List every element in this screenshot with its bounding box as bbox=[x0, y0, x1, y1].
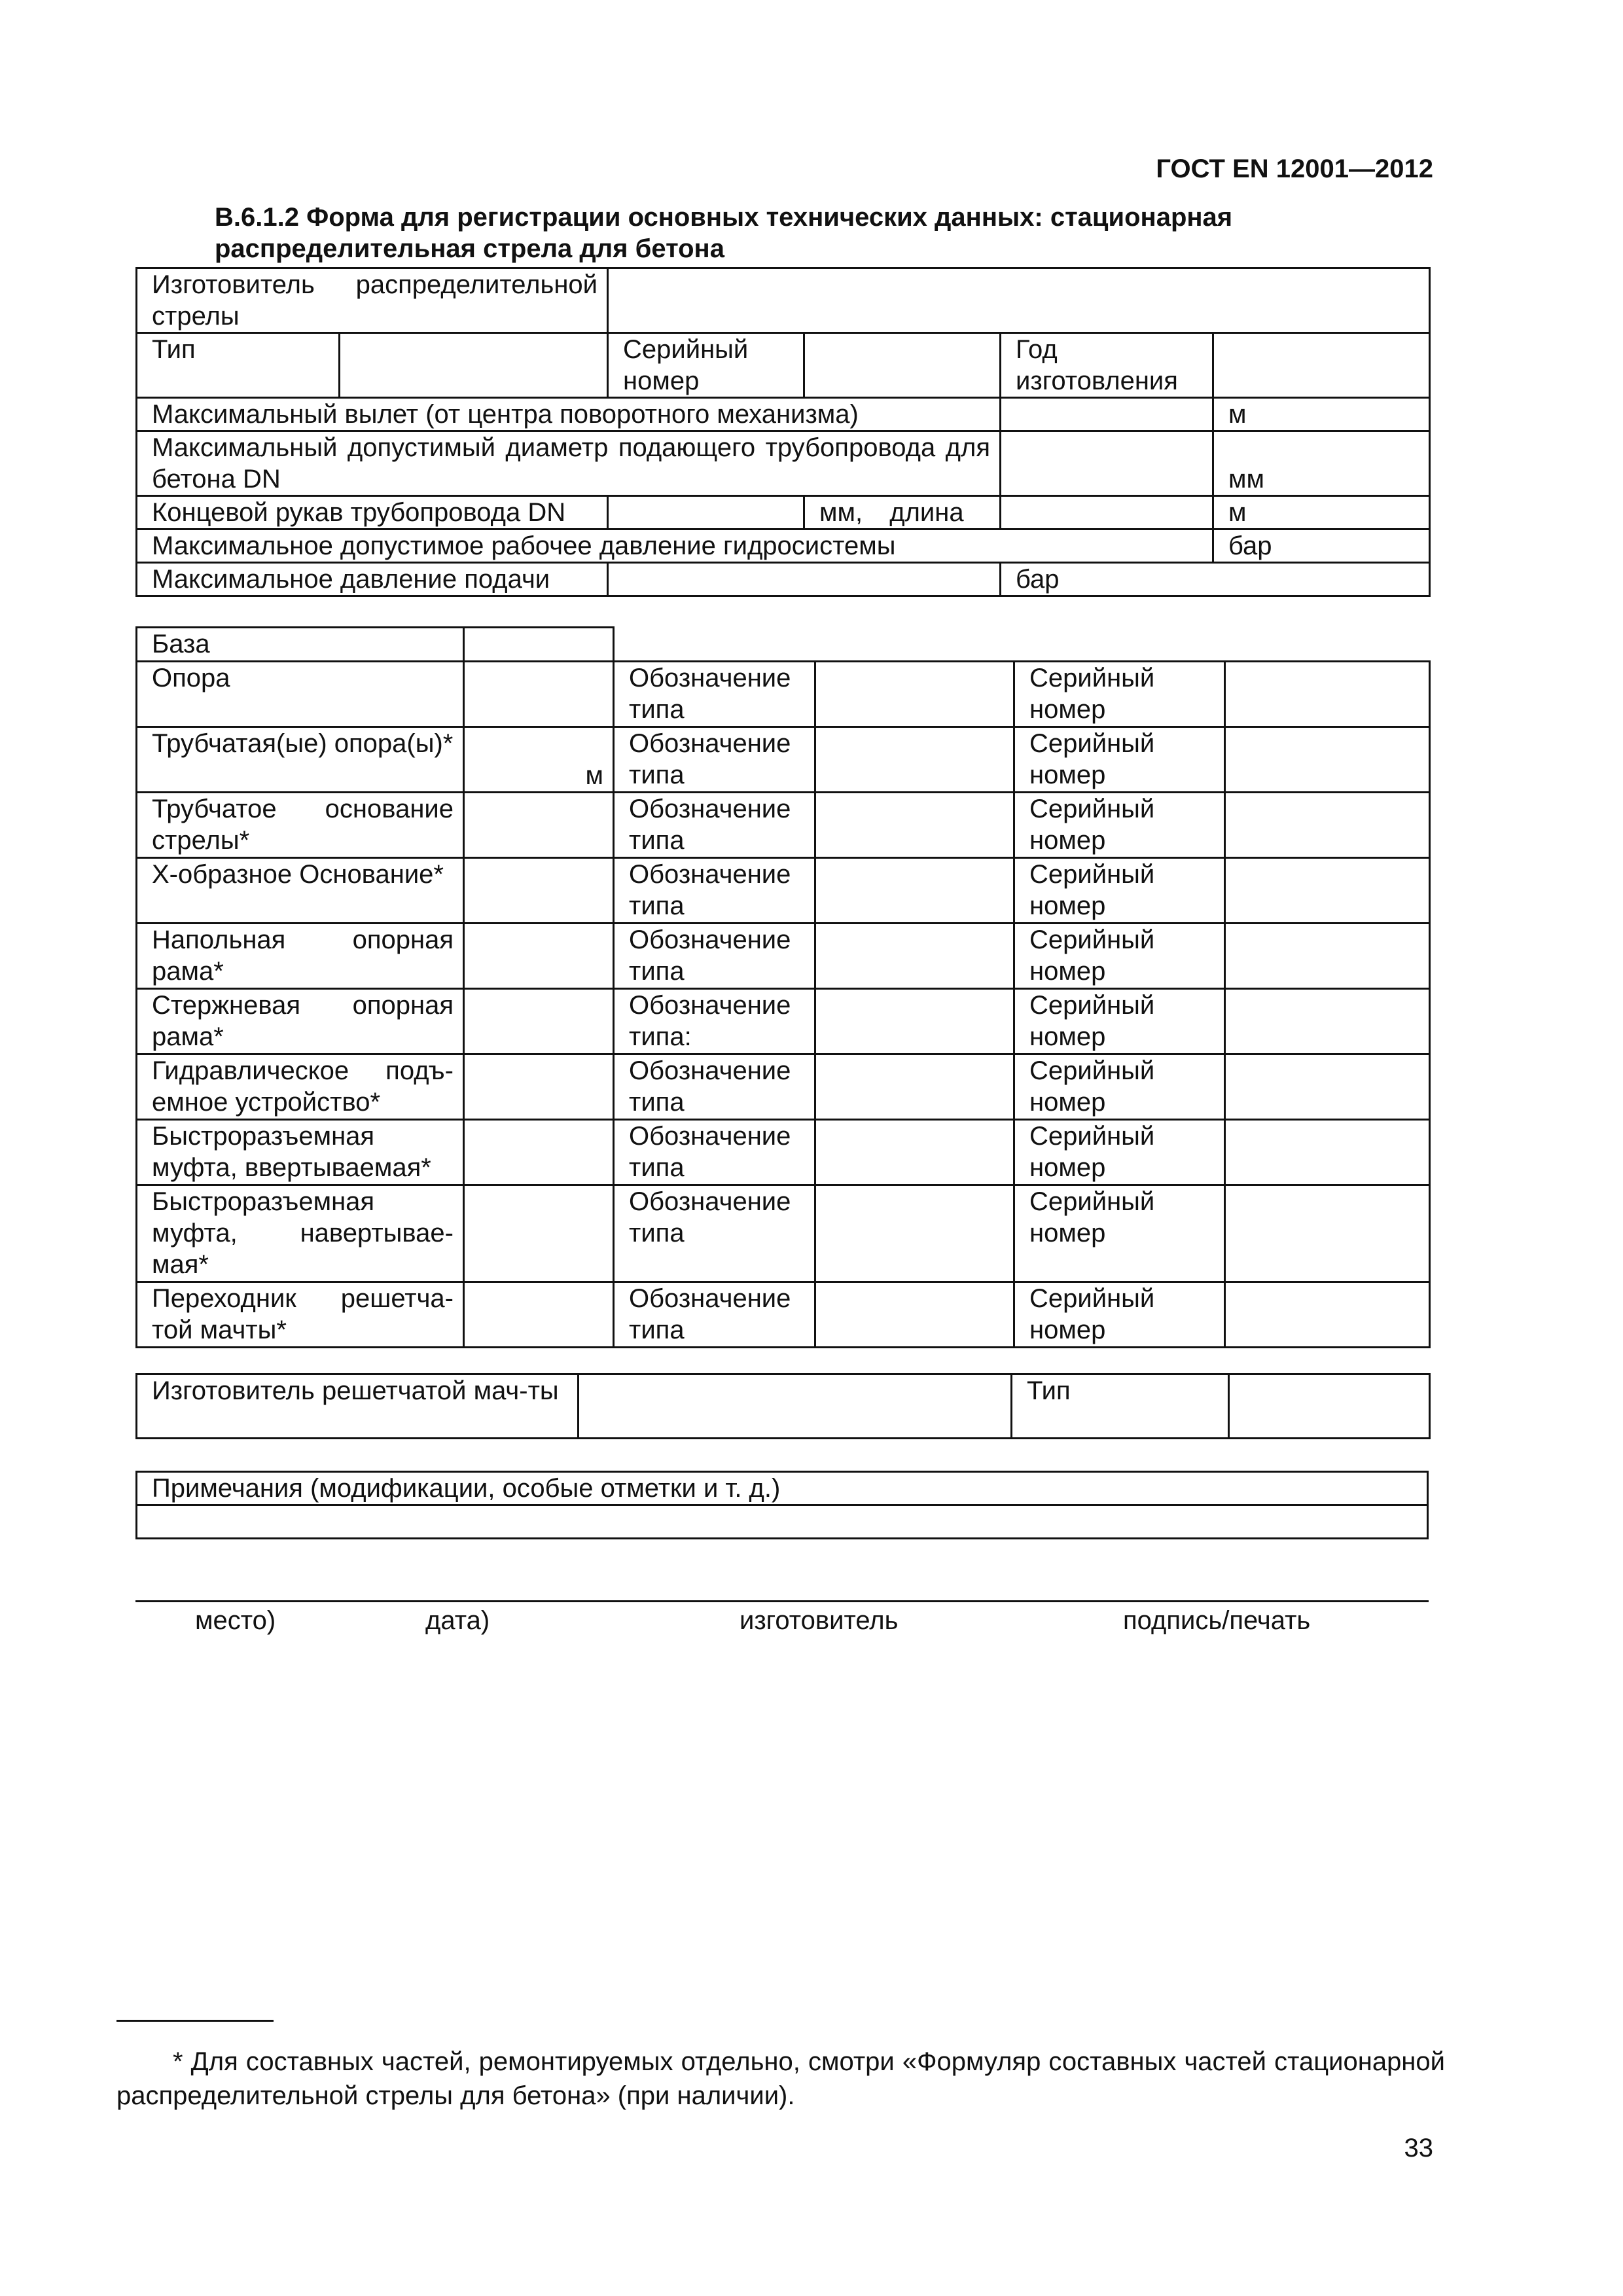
base-row-label: Гидравлическое подъ-емное устройство* bbox=[137, 1054, 464, 1120]
max-feed-pressure-field[interactable] bbox=[608, 563, 1001, 596]
max-diameter-label: Максимальный допустимый диаметр подающего трубопровода для бетона DN bbox=[137, 431, 1001, 496]
base-row-serial-label: Серийный номер bbox=[1014, 662, 1225, 727]
base-row-type-label: Обозначение типа: bbox=[614, 989, 815, 1054]
manufacturer-label: Изготовитель распределительной стрелы bbox=[137, 268, 608, 333]
form-title: В.6.1.2 Форма для регистрации основных технических данных: стационарная распределительная стрела для бетона bbox=[215, 203, 1233, 263]
max-diameter-field[interactable] bbox=[1001, 431, 1213, 496]
base-row-serial-field[interactable] bbox=[1225, 1120, 1430, 1185]
base-row-extra-field[interactable]: м bbox=[464, 727, 614, 793]
base-row-type-field[interactable] bbox=[815, 1282, 1014, 1348]
end-hose-length-label: мм, длина bbox=[804, 496, 1001, 529]
base-row-type-label: Обозначение типа bbox=[614, 662, 815, 727]
base-row-serial-field[interactable] bbox=[1225, 793, 1430, 858]
base-row bbox=[137, 1054, 1430, 1120]
base-row bbox=[137, 727, 1430, 793]
base-row-type-label: Обозначение типа bbox=[614, 727, 815, 793]
base-row-extra-field[interactable] bbox=[464, 793, 614, 858]
signature-line bbox=[135, 1600, 1429, 1602]
max-feed-pressure-unit: бар bbox=[1001, 563, 1430, 596]
base-field[interactable] bbox=[464, 628, 614, 662]
manufacturer-field[interactable] bbox=[608, 268, 1430, 333]
mast-manufacturer-field[interactable] bbox=[579, 1374, 1012, 1439]
base-row-type-label: Обозначение типа bbox=[614, 1282, 815, 1348]
notes-table bbox=[135, 1471, 1429, 1539]
base-row bbox=[137, 989, 1430, 1054]
signature-maker: изготовитель bbox=[740, 1606, 899, 1635]
year-field[interactable] bbox=[1213, 333, 1430, 398]
year-label: Год изготовления bbox=[1001, 333, 1213, 398]
base-row-serial-field[interactable] bbox=[1225, 1282, 1430, 1348]
base-row-extra-field[interactable] bbox=[464, 989, 614, 1054]
type-field[interactable] bbox=[340, 333, 608, 398]
base-row-extra-field[interactable] bbox=[464, 858, 614, 924]
notes-label: Примечания (модификации, особые отметки и т. д.) bbox=[137, 1472, 1428, 1505]
base-row bbox=[137, 924, 1430, 989]
base-row-type-label: Обозначение типа bbox=[614, 1185, 815, 1282]
signature-date: дата) bbox=[425, 1606, 490, 1635]
base-row-serial-field[interactable] bbox=[1225, 858, 1430, 924]
base-row bbox=[137, 1120, 1430, 1185]
base-row-extra-field[interactable] bbox=[464, 1282, 614, 1348]
base-row-type-label: Обозначение типа bbox=[614, 858, 815, 924]
serial-label: Серийный номер bbox=[608, 333, 804, 398]
base-row bbox=[137, 1185, 1430, 1282]
signature-sign: подпись/печать bbox=[1123, 1606, 1311, 1635]
mast-type-field[interactable] bbox=[1229, 1374, 1430, 1439]
base-row-extra-field[interactable] bbox=[464, 662, 614, 727]
standard-code: ГОСТ EN 12001—2012 bbox=[1156, 154, 1433, 183]
max-hyd-pressure-unit: бар bbox=[1213, 529, 1430, 563]
base-row-type-field[interactable] bbox=[815, 1054, 1014, 1120]
base-row-label: Быстроразъемная муфта, ввертываемая* bbox=[137, 1120, 464, 1185]
base-row-label: Опора bbox=[137, 662, 464, 727]
max-diameter-unit: мм bbox=[1213, 431, 1430, 496]
base-row-serial-field[interactable] bbox=[1225, 924, 1430, 989]
base-row-serial-label: Серийный номер bbox=[1014, 1120, 1225, 1185]
base-row-type-label: Обозначение типа bbox=[614, 924, 815, 989]
base-row bbox=[137, 1282, 1430, 1348]
base-row bbox=[137, 858, 1430, 924]
base-row-serial-field[interactable] bbox=[1225, 1054, 1430, 1120]
mast-table bbox=[135, 1373, 1431, 1439]
notes-field[interactable] bbox=[137, 1505, 1428, 1539]
base-row-serial-label: Серийный номер bbox=[1014, 858, 1225, 924]
base-row-extra-field[interactable] bbox=[464, 924, 614, 989]
base-row-serial-label: Серийный номер bbox=[1014, 989, 1225, 1054]
mast-manufacturer-label: Изготовитель решетчатой мач-ты bbox=[137, 1374, 579, 1439]
base-row-type-field[interactable] bbox=[815, 662, 1014, 727]
base-row-serial-label: Серийный номер bbox=[1014, 1185, 1225, 1282]
max-feed-pressure-label: Максимальное давление подачи bbox=[137, 563, 608, 596]
max-reach-field[interactable] bbox=[1001, 398, 1213, 431]
base-row-type-label: Обозначение типа bbox=[614, 1120, 815, 1185]
base-row-label: Стержневая опорная рама* bbox=[137, 989, 464, 1054]
max-reach-unit: м bbox=[1213, 398, 1430, 431]
base-row-serial-label: Серийный номер bbox=[1014, 1282, 1225, 1348]
base-row bbox=[137, 662, 1430, 727]
base-row-serial-field[interactable] bbox=[1225, 727, 1430, 793]
base-row-extra-field[interactable] bbox=[464, 1185, 614, 1282]
base-row-type-field[interactable] bbox=[815, 727, 1014, 793]
base-row-label: Трубчатое основание стрелы* bbox=[137, 793, 464, 858]
page-number: 33 bbox=[1404, 2134, 1433, 2162]
type-label: Тип bbox=[137, 333, 340, 398]
boom-data-table bbox=[135, 267, 1431, 597]
base-row-serial-label: Серийный номер bbox=[1014, 1054, 1225, 1120]
signature-place: место) bbox=[195, 1606, 276, 1635]
end-hose-unit: м bbox=[1213, 496, 1430, 529]
end-hose-dn-field[interactable] bbox=[608, 496, 804, 529]
base-row-serial-field[interactable] bbox=[1225, 989, 1430, 1054]
footnote: * Для составных частей, ремонтируемых отдельно, смотри «Формуляр составных частей стационарной распределительной стрелы для бетона» (при наличии). bbox=[116, 2047, 1445, 2110]
base-row-label: Переходник решетча-той мачты* bbox=[137, 1282, 464, 1348]
base-row-type-field[interactable] bbox=[815, 1120, 1014, 1185]
base-row-type-label: Обозначение типа bbox=[614, 793, 815, 858]
serial-field[interactable] bbox=[804, 333, 1001, 398]
base-row-type-field[interactable] bbox=[815, 1185, 1014, 1282]
base-row-type-field[interactable] bbox=[815, 924, 1014, 989]
base-row-type-label: Обозначение типа bbox=[614, 1054, 815, 1120]
max-reach-label: Максимальный вылет (от центра поворотного механизма) bbox=[137, 398, 1001, 431]
base-row-serial-field[interactable] bbox=[1225, 1185, 1430, 1282]
base-row-label: Трубчатая(ые) опора(ы)* bbox=[137, 727, 464, 793]
base-row-type-field[interactable] bbox=[815, 858, 1014, 924]
base-row bbox=[137, 793, 1430, 858]
max-hyd-pressure-label: Максимальное допустимое рабочее давление гидросистемы bbox=[137, 529, 1213, 563]
base-row-extra-field[interactable] bbox=[464, 1054, 614, 1120]
base-row-label: Х-образное Основание* bbox=[137, 858, 464, 924]
base-row-type-field[interactable] bbox=[815, 989, 1014, 1054]
base-row-label: Быстроразъемная муфта, навертывае-мая* bbox=[137, 1185, 464, 1282]
base-row-serial-label: Серийный номер bbox=[1014, 793, 1225, 858]
base-row-type-field[interactable] bbox=[815, 793, 1014, 858]
footnote-separator bbox=[116, 2020, 274, 2022]
base-row-label: Напольная опорная рама* bbox=[137, 924, 464, 989]
base-row-extra-field[interactable] bbox=[464, 1120, 614, 1185]
base-label: База bbox=[137, 628, 464, 662]
mast-type-label: Тип bbox=[1012, 1374, 1229, 1439]
base-row-serial-label: Серийный номер bbox=[1014, 727, 1225, 793]
end-hose-label: Концевой рукав трубопровода DN bbox=[137, 496, 608, 529]
end-hose-length-field[interactable] bbox=[1001, 496, 1213, 529]
base-table bbox=[135, 626, 1431, 1348]
base-row-serial-label: Серийный номер bbox=[1014, 924, 1225, 989]
base-row-serial-field[interactable] bbox=[1225, 662, 1430, 727]
